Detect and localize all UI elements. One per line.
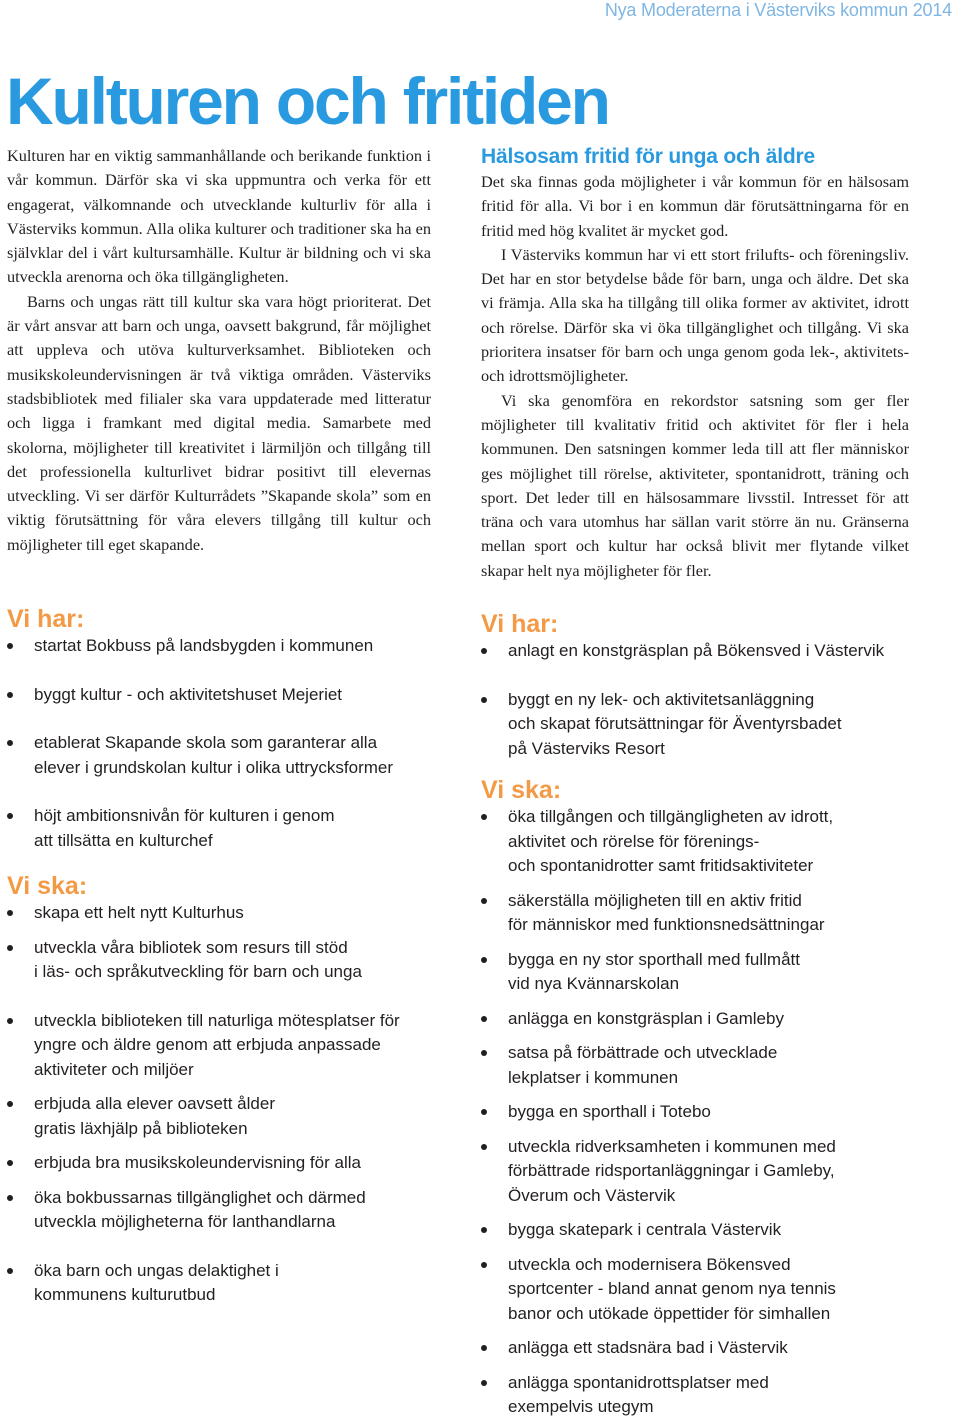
list-item: bygga skatepark i centrala Västervik (481, 1218, 909, 1243)
list-item: etablerat Skapande skola som garanterar alla elever i grundskolan kultur i olika uttrycksformer (7, 731, 431, 780)
culture-vi-har-heading: Vi har: (7, 605, 85, 634)
list-item: anlägga ett stadsnära bad i Västervik (481, 1336, 909, 1361)
culture-paragraph-2: Barns och ungas rätt till kultur ska vara högt prioriterat. Det är vårt ansvar att barn och unga, oavsett bakgrund, får möjlighet att uppleva och utöva kulturverksamhet. Biblioteken och musikskoleundervisningen är två viktiga områden. Västerviks stadsbibliotek med filialer ska vara uppdaterade med litteratur och ligga i framkant med digital media. Samarbete med skolorna, möjligheter till kreativitet i lärmiljön och tillgång till det professionella kulturlivet bidrar positivt till elevernas utveckling. Vi ser därför Kulturrådets ”Skapande skola” som en viktig förutsättning för våra elevers tillgång till kultur och möjligheter till eget skapande. (7, 291, 431, 554)
list-item: utveckla och modernisera Bökensved sportcenter - bland annat genom nya tennis banor och utökade öppettider för simhallen (481, 1253, 909, 1327)
left-column (7, 144, 431, 1308)
list-item: utveckla ridverksamheten i kommunen med förbättrade ridsportanläggningar i Gamleby, Överum och Västervik (481, 1135, 909, 1209)
culture-vi-har-list (7, 634, 431, 853)
leisure-section-heading: Hälsosam fritid för unga och äldre (481, 145, 815, 168)
culture-intro-text (7, 144, 431, 557)
list-item: öka tillgången och tillgängligheten av idrott, aktivitet och rörelse för förenings- och spontanidrotter samt fritidsaktiviteter (481, 805, 909, 879)
list-item: utveckla biblioteken till naturliga mötesplatser för yngre och äldre genom att erbjuda anpassade aktiviteter och miljöer (7, 1009, 431, 1083)
right-column (481, 144, 909, 1420)
list-item: bygga en sporthall i Totebo (481, 1100, 909, 1125)
leisure-vi-har-list (481, 639, 909, 761)
list-item: öka barn och ungas delaktighet i kommunens kulturutbud (7, 1259, 431, 1308)
list-item: erbjuda bra musikskoleundervisning för alla (7, 1151, 431, 1176)
leisure-vi-ska-list (481, 805, 909, 1420)
culture-paragraph-1: Kulturen har en viktig sammanhållande och berikande funktion i vår kommun. Därför ska vi ska uppmuntra och verka för ett engagerat, välkomnande och utvecklande kulturliv för alla i Västerviks kommun. Alla olika kulturer och traditioner ska ha en självklar del i vårt kultursamhälle. Kultur är bildning och vi ska utveckla arenorna och öka tillgängligheten. (7, 146, 431, 287)
page-title: Kulturen och fritiden (6, 64, 609, 138)
list-item: erbjuda alla elever oavsett ålder gratis läxhjälp på biblioteken (7, 1092, 431, 1141)
leisure-text (481, 170, 909, 583)
list-item: utveckla våra bibliotek som resurs till stöd i läs- och språkutveckling för barn och unga (7, 936, 431, 985)
leisure-vi-ska-heading: Vi ska: (481, 776, 562, 805)
culture-vi-ska-heading: Vi ska: (7, 872, 88, 901)
running-header: Nya Moderaterna i Västerviks kommun 2014 (604, 0, 952, 20)
leisure-paragraph-2: I Västerviks kommun har vi ett stort frilufts- och föreningsliv. Det har en stor betydelse både för barn, unga och äldre. Det ska vi främja. Alla ska ha tillgång till olika former av aktivitet, idrott och rörelse. Därför ska vi öka tillgänglighet och tillgång. Vi ska prioritera insatser för barn och unga genom goda lek-, aktivitets- och idrottsmöjligheter. (481, 244, 909, 386)
list-item: anlägga en konstgräsplan i Gamleby (481, 1007, 909, 1032)
list-item: byggt kultur - och aktivitetshuset Mejeriet (7, 683, 431, 708)
culture-vi-ska-list (7, 901, 431, 1308)
leisure-paragraph-1: Det ska finnas goda möjligheter i vår kommun för en hälsosam fritid för alla. Vi bor i en kommun där förutsättningarna för en fritid med hög kvalitet är mycket god. (481, 172, 909, 240)
list-item: bygga en ny stor sporthall med fullmått vid nya Kvännarskolan (481, 948, 909, 997)
list-item: höjt ambitionsnivån för kulturen i genom att tillsätta en kulturchef (7, 804, 431, 853)
list-item: säkerställa möjligheten till en aktiv fritid för människor med funktionsnedsättningar (481, 889, 909, 938)
list-item: byggt en ny lek- och aktivitetsanläggning och skapat förutsättningar för Äventyrsbadet på Västerviks Resort (481, 688, 909, 762)
list-item: anlagt en konstgräsplan på Bökensved i Västervik (481, 639, 909, 664)
leisure-vi-har-heading: Vi har: (481, 610, 559, 639)
list-item: satsa på förbättrade och utvecklade lekplatser i kommunen (481, 1041, 909, 1090)
leisure-paragraph-3: Vi ska genomföra en rekordstor satsning som ger fler möjligheter till kvalitativ fritid och aktivitet för fler i hela kommunen. Den satsningen kommer leda till att fler människor ges möjlighet till rörelse, aktiviteter, spontanidrott, träning och sport. Det leder till en hälsosammare livsstil. Intresset för att träna och vara utomhus har sällan varit större än nu. Gränserna mellan sport och kultur har också blivit mer flytande vilket skapar helt nya möjligheter för fler. (481, 390, 909, 580)
list-item: anlägga spontanidrottsplatser med exempelvis utegym (481, 1371, 909, 1420)
list-item: startat Bokbuss på landsbygden i kommunen (7, 634, 431, 659)
list-item: öka bokbussarnas tillgänglighet och därmed utveckla möjligheterna för lanthandlarna (7, 1186, 431, 1235)
list-item: skapa ett helt nytt Kulturhus (7, 901, 431, 926)
